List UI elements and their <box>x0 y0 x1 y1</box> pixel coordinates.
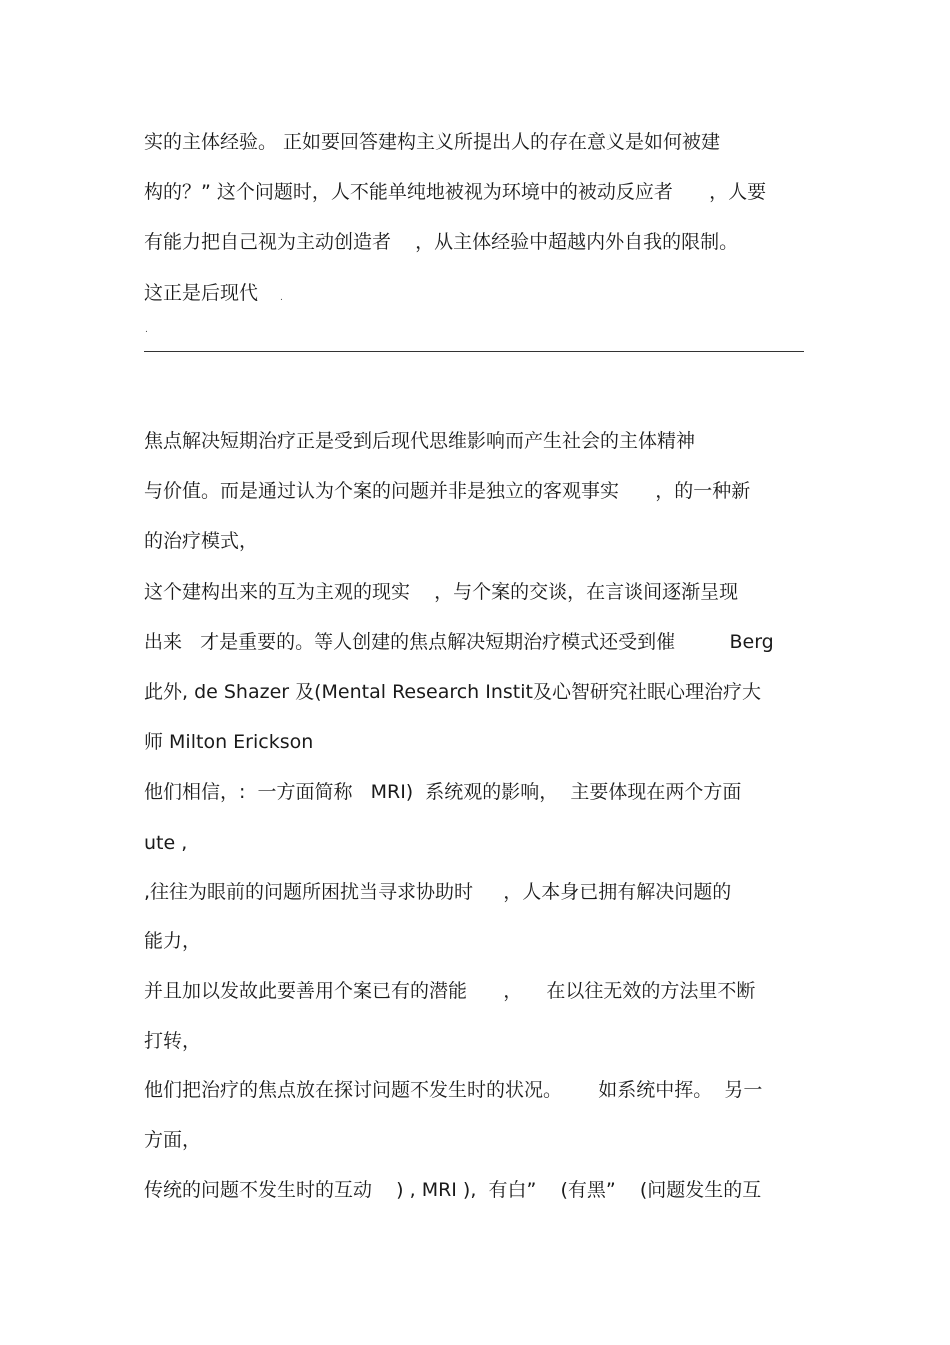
text-line: 方面， <box>144 1129 202 1151</box>
text-line: 他们相信，: 一方面简称 MRI) 系统观的影响， 主要体现在两个方面 <box>144 781 742 803</box>
text-line: 并且加以发故此要善用个案已有的潜能 ， 在以往无效的方法里不断 <box>144 980 756 1002</box>
horizontal-divider <box>144 351 804 352</box>
text-line: 的治疗模式， <box>144 530 259 552</box>
text-line: 此外, de Shazer 及(Mental Research Instit及心智研究社眠心理治疗大 <box>144 681 761 703</box>
dot-mark: . <box>145 325 148 335</box>
text-line: 这正是后现代 <box>144 282 265 304</box>
dot-mark: . <box>280 293 283 303</box>
text-line: 构的？” 这个问题时，人不能单纯地被视为环境中的被动反应者 ，人要 <box>144 181 767 203</box>
text-line: 焦点解决短期治疗正是受到后现代思维影响而产生社会的主体精神 <box>144 430 696 452</box>
text-line: 出来 才是重要的。等人创建的焦点解决短期治疗模式还受到催 Berg <box>144 631 774 653</box>
text-line: 这个建构出来的互为主观的现实 ，与个案的交谈，在言谈间逐渐呈现 <box>144 581 739 603</box>
text-line: 师 Milton Erickson <box>144 731 314 753</box>
text-line: ute , <box>144 832 188 854</box>
text-line: 实的主体经验。 正如要回答建构主义所提出人的存在意义是如何被建 <box>144 131 721 153</box>
text-line: 有能力把自己视为主动创造者 ，从主体经验中超越内外自我的限制。 <box>144 231 739 253</box>
text-line: 他们把治疗的焦点放在探讨问题不发生时的状况。 如系统中挥。 另一 <box>144 1079 763 1101</box>
text-line: 打转， <box>144 1030 202 1052</box>
text-line: 传统的问题不发生时的互动 ) , MRI ), 有白” (有黑” (问题发生的互 <box>144 1179 762 1201</box>
text-line: 能力， <box>144 930 202 952</box>
text-line: 与价值。而是通过认为个案的问题并非是独立的客观事实 ，的一种新 <box>144 480 751 502</box>
text-line: ,往往为眼前的问题所困扰当寻求协助时 ，人本身已拥有解决问题的 <box>144 881 732 903</box>
